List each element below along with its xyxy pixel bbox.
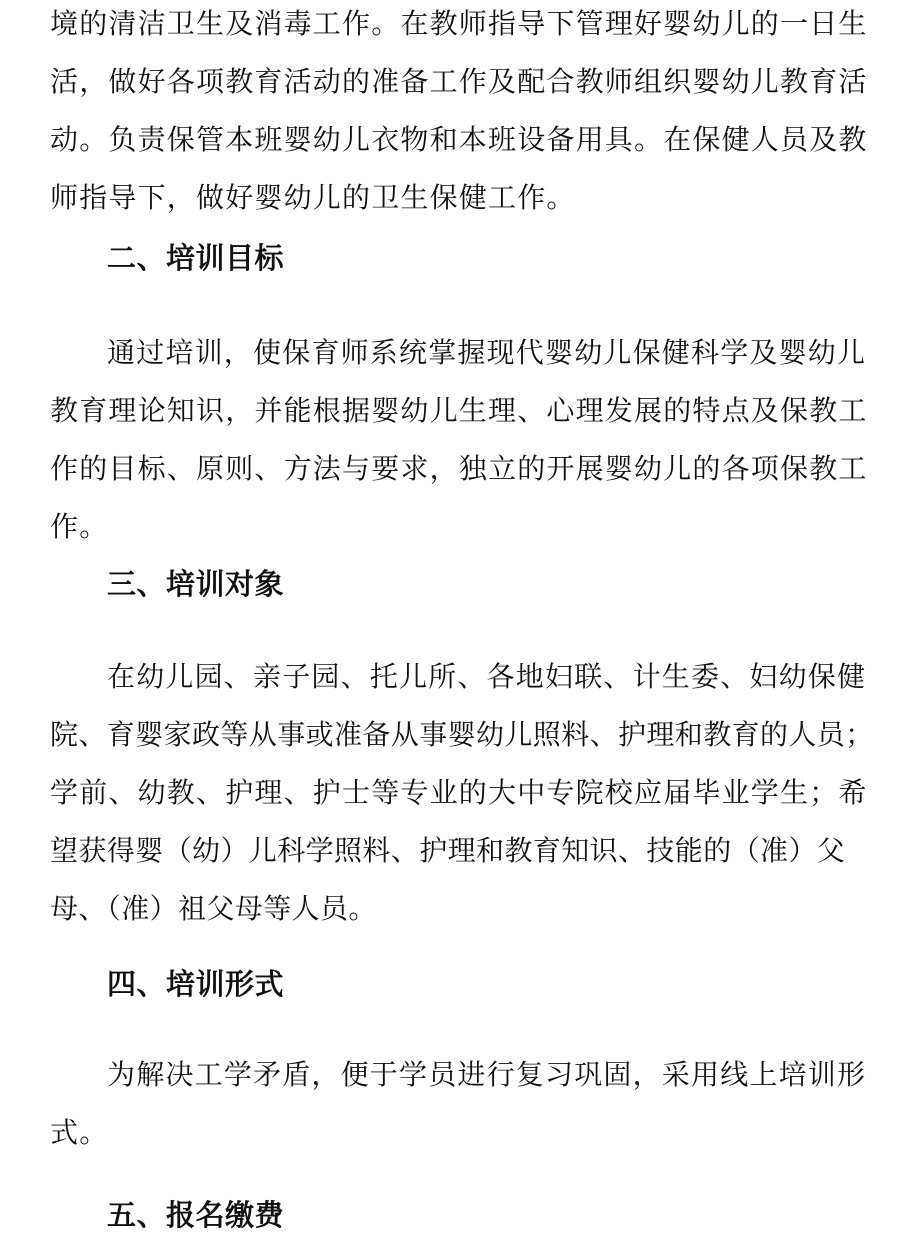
section-heading-training-targets: 三、培训对象 (107, 567, 285, 601)
paragraph-line: 教育理论知识，并能根据婴幼儿生理、心理发展的特点及保教工 (50, 394, 868, 427)
paragraph-line: 望获得婴（幼）儿科学照料、护理和教育知识、技能的（准）父 (50, 834, 846, 867)
paragraph-line: 通过培训，使保育师系统掌握现代婴幼儿保健科学及婴幼儿 (107, 336, 867, 369)
paragraph-line: 母、（准）祖父母等人员。 (50, 892, 377, 925)
paragraph-line: 境的清洁卫生及消毒工作。在教师指导下管理好婴幼儿的一日生 (50, 7, 868, 40)
paragraph-line: 活，做好各项教育活动的准备工作及配合教师组织婴幼儿教育活 (50, 65, 868, 98)
paragraph-line: 动。负责保管本班婴幼儿衣物和本班设备用具。在保健人员及教 (50, 123, 868, 156)
paragraph-line: 式。 (50, 1116, 109, 1149)
section-heading-registration-fees: 五、报名缴费 (107, 1198, 285, 1232)
section-heading-training-format: 四、培训形式 (107, 967, 285, 1001)
paragraph-line: 院、育婴家政等从事或准备从事婴幼儿照料、护理和教育的人员； (50, 718, 874, 751)
paragraph-line: 师指导下，做好婴幼儿的卫生保健工作。 (50, 181, 576, 214)
paragraph-line: 作。 (50, 510, 109, 543)
paragraph-line: 为解决工学矛盾，便于学员进行复习巩固，采用线上培训形 (107, 1058, 867, 1091)
paragraph-line: 在幼儿园、亲子园、托儿所、各地妇联、计生委、妇幼保健 (107, 660, 867, 693)
section-heading-training-goals: 二、培训目标 (107, 241, 285, 275)
paragraph-line: 作的目标、原则、方法与要求，独立的开展婴幼儿的各项保教工 (50, 452, 868, 485)
paragraph-line: 学前、幼教、护理、护士等专业的大中专院校应届毕业学生；希 (50, 776, 868, 809)
